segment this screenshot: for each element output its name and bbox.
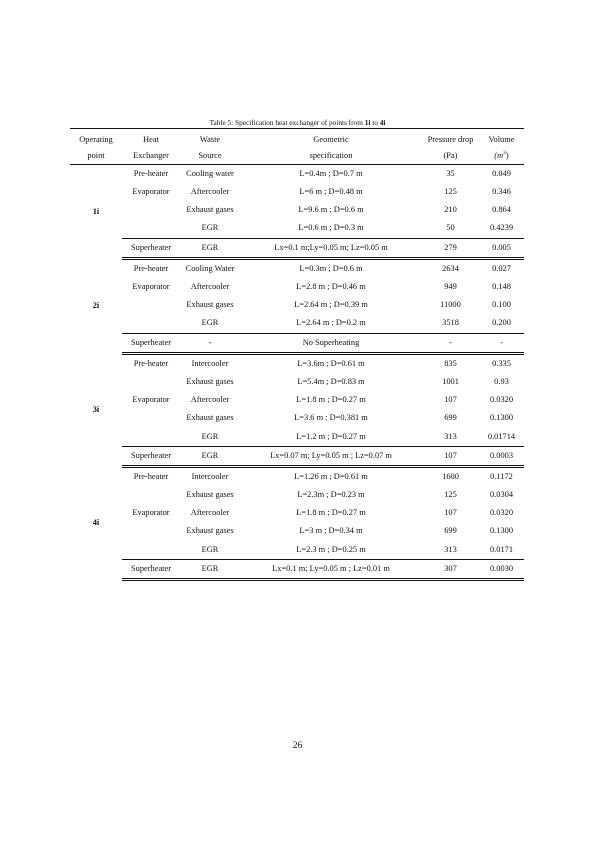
- header-cell: Exchanger: [122, 148, 180, 165]
- volume-unit-close: ): [505, 150, 509, 160]
- header-cell: Heat: [122, 129, 180, 149]
- geometric-spec-cell: L=1.2 m ; D=0.27 m: [296, 431, 366, 441]
- operating-point-cell: 4i: [92, 517, 100, 527]
- operating-point-cell: 1i: [92, 206, 100, 216]
- volume-cell: 0.049: [492, 168, 511, 178]
- heat-exchanger-cell: Superheater: [122, 238, 180, 258]
- waste-source-cell: EGR: [180, 446, 240, 466]
- geometric-spec-cell: L=2.64 m ; D=0.2 m: [296, 318, 366, 328]
- volume-cell: 0.1300: [489, 526, 514, 536]
- waste-source-cell: Exhaust gases: [186, 526, 234, 536]
- pressure-drop-cell: 3518: [442, 318, 459, 328]
- waste-source-cell: Exhaust gases: [186, 376, 234, 386]
- geometric-spec-cell: L=2.64 m ; D=0.39 m: [294, 300, 368, 310]
- header-row-1: [70, 129, 524, 149]
- volume-cell: 0.1300: [489, 413, 514, 423]
- heat-exchanger-cell: [122, 541, 180, 560]
- volume-cell: -: [479, 333, 524, 353]
- waste-source-cell: Cooling water: [186, 168, 234, 178]
- heat-exchanger-cell: [122, 201, 180, 219]
- geometric-spec-cell: L=3.6 m ; D=0.381 m: [294, 413, 368, 423]
- table-row: [70, 238, 524, 258]
- caption-prefix: Table 5: Specification heat exchanger of points from: [209, 118, 365, 127]
- heat-exchanger-cell: Evaporator: [132, 282, 170, 292]
- pressure-drop-cell: -: [422, 333, 479, 353]
- waste-source-cell: EGR: [180, 559, 240, 579]
- table-body: [70, 165, 524, 580]
- volume-cell: 0.01714: [487, 431, 516, 441]
- geometric-spec-cell: L=0.3m ; D=0.6 m: [299, 263, 363, 273]
- geometric-spec-cell: No Superheating: [240, 333, 422, 353]
- heat-exchanger-cell: Pre-heater: [133, 471, 169, 481]
- pressure-drop-cell: 11000: [440, 300, 461, 310]
- volume-cell: 0.335: [492, 358, 511, 368]
- heat-exchanger-cell: [122, 523, 180, 541]
- waste-source-cell: Aftercooler: [190, 395, 230, 405]
- table-row: [70, 523, 524, 541]
- geometric-spec-cell: L=9.6 m ; D=0.6 m: [298, 205, 364, 215]
- pressure-drop-cell: 125: [444, 490, 457, 500]
- pressure-drop-cell: 107: [422, 446, 479, 466]
- waste-source-cell: EGR: [201, 544, 219, 554]
- volume-cell: 0.148: [492, 282, 511, 292]
- table-row: [70, 220, 524, 239]
- table-row: [70, 165, 524, 184]
- geometric-spec-cell: L=5.4m ; D=0.83 m: [297, 376, 365, 386]
- heat-exchanger-cell: Superheater: [122, 333, 180, 353]
- geometric-spec-cell: L=1.26 m ; D=0.61 m: [294, 471, 368, 481]
- table-row: [70, 373, 524, 391]
- table-row: [70, 486, 524, 504]
- table-row: [70, 504, 524, 522]
- operating-point-cell: 3i: [92, 404, 100, 414]
- pressure-drop-cell: 125: [444, 187, 457, 197]
- table-row: [70, 409, 524, 427]
- heat-exchanger-cell: Pre-heater: [133, 168, 169, 178]
- waste-source-cell: Intercooler: [191, 471, 229, 481]
- table-row: [70, 258, 524, 278]
- pressure-drop-cell: 50: [446, 223, 455, 233]
- header-cell: Source: [180, 148, 240, 165]
- pressure-drop-cell: 1001: [442, 376, 459, 386]
- geometric-spec-cell: L=3 m ; D=0.34 m: [299, 526, 363, 536]
- geometric-spec-cell: Lx=0.1 m;Ly=0.05 m; Lz=0.05 m: [240, 238, 422, 258]
- table-row: [70, 446, 524, 466]
- waste-source-cell: Aftercooler: [190, 282, 230, 292]
- pressure-drop-cell: 699: [444, 526, 457, 536]
- waste-source-cell: Aftercooler: [190, 187, 230, 197]
- waste-source-cell: EGR: [201, 431, 219, 441]
- pressure-drop-cell: 210: [444, 205, 457, 215]
- heat-exchanger-cell: Evaporator: [132, 187, 170, 197]
- heat-exchanger-cell: [122, 220, 180, 239]
- volume-cell: 0.0030: [479, 559, 524, 579]
- volume-cell: 0.0320: [489, 508, 514, 518]
- waste-source-cell: Aftercooler: [190, 508, 230, 518]
- header-cell: (Pa): [422, 148, 479, 165]
- waste-source-cell: EGR: [201, 318, 219, 328]
- heat-exchanger-cell: Superheater: [122, 559, 180, 579]
- volume-cell: 0.0171: [489, 544, 514, 554]
- geometric-spec-cell: L=1.8 m ; D=0.27 m: [296, 395, 366, 405]
- operating-point-cell: 2i: [92, 300, 100, 310]
- geometric-spec-cell: L=0.6 m ; D=0.3 m: [298, 223, 364, 233]
- table-row: [70, 428, 524, 447]
- waste-source-cell: EGR: [180, 238, 240, 258]
- heat-exchanger-cell: Evaporator: [132, 508, 170, 518]
- table-row: [70, 467, 524, 487]
- heat-exchanger-cell: [122, 373, 180, 391]
- volume-cell: 0.864: [492, 205, 511, 215]
- pressure-drop-cell: 35: [446, 168, 455, 178]
- geometric-spec-cell: L=3.6m ; D=0.61 m: [297, 358, 365, 368]
- geometric-spec-cell: L=0.4m ; D=0.7 m: [299, 168, 363, 178]
- table-row: [70, 278, 524, 296]
- pressure-drop-cell: 1600: [442, 471, 459, 481]
- pressure-drop-cell: 107: [444, 395, 457, 405]
- geometric-spec-cell: Lx=0.1 m; Ly=0.05 m ; Lz=0.01 m: [240, 559, 422, 579]
- volume-unit: (m: [494, 150, 504, 160]
- heat-exchanger-cell: [122, 315, 180, 334]
- volume-cell: 0.027: [492, 263, 511, 273]
- waste-source-cell: Cooling Water: [185, 263, 235, 273]
- table-row: [70, 296, 524, 314]
- geometric-spec-cell: L=1.8 m ; D=0.27 m: [296, 508, 366, 518]
- heat-exchanger-cell: [122, 409, 180, 427]
- heat-exchanger-cell: Pre-heater: [133, 358, 169, 368]
- caption-middle: to: [370, 118, 380, 127]
- waste-source-cell: Exhaust gases: [186, 205, 234, 215]
- table-row: [70, 391, 524, 409]
- table-row: [70, 541, 524, 560]
- page-number: 26: [292, 740, 303, 751]
- waste-source-cell: EGR: [201, 223, 219, 233]
- table-row: [70, 333, 524, 353]
- pressure-drop-cell: 107: [444, 508, 457, 518]
- waste-source-cell: Exhaust gases: [186, 300, 234, 310]
- caption-from: 1i: [364, 118, 371, 127]
- volume-cell: 0.100: [492, 300, 511, 310]
- table-row: [70, 315, 524, 334]
- table-caption: [0, 118, 595, 127]
- volume-cell: 0.0320: [489, 395, 514, 405]
- heat-exchanger-cell: Superheater: [122, 446, 180, 466]
- volume-unit-exponent: 3: [503, 150, 506, 156]
- pressure-drop-cell: 2634: [442, 263, 459, 273]
- pressure-drop-cell: 307: [422, 559, 479, 579]
- heat-exchanger-cell: [122, 296, 180, 314]
- volume-cell: 0.200: [492, 318, 511, 328]
- pressure-drop-cell: 699: [444, 413, 457, 423]
- pressure-drop-cell: 313: [444, 431, 457, 441]
- header-cell: specification: [240, 148, 422, 165]
- waste-source-cell: -: [180, 333, 240, 353]
- geometric-spec-cell: L=6 m ; D=0.48 m: [299, 187, 363, 197]
- volume-cell: 0.346: [492, 187, 511, 197]
- heat-exchanger-cell: Pre-heater: [133, 263, 169, 273]
- geometric-spec-cell: L=2.3m ; D=0.23 m: [297, 490, 365, 500]
- volume-cell: 0.4239: [489, 223, 514, 233]
- header-cell: Operating: [70, 129, 122, 149]
- pressure-drop-cell: 279: [422, 238, 479, 258]
- volume-cell: 0.93: [494, 376, 509, 386]
- waste-source-cell: Exhaust gases: [186, 413, 234, 423]
- table-row: [70, 353, 524, 373]
- table-row: [70, 183, 524, 201]
- caption-to: 4i: [379, 118, 386, 127]
- header-cell: Pressure drop: [422, 129, 479, 149]
- header-cell: Waste: [180, 129, 240, 149]
- pressure-drop-cell: 835: [444, 358, 457, 368]
- geometric-spec-cell: Lx=0.07 m; Ly=0.05 m ; Lz=0.07 m: [240, 446, 422, 466]
- pressure-drop-cell: 313: [444, 544, 457, 554]
- heat-exchanger-spec-table: [70, 128, 524, 581]
- heat-exchanger-cell: [122, 486, 180, 504]
- heat-exchanger-cell: Evaporator: [132, 395, 170, 405]
- pressure-drop-cell: 949: [444, 282, 457, 292]
- header-cell: Volume: [479, 129, 524, 149]
- volume-cell: 0.1172: [490, 471, 513, 481]
- table-row: [70, 559, 524, 579]
- table-row: [70, 201, 524, 219]
- header-cell: point: [70, 148, 122, 165]
- geometric-spec-cell: L=2.3 m ; D=0.25 m: [296, 544, 366, 554]
- header-cell-volume-unit: [479, 148, 524, 165]
- volume-cell: 0.0304: [489, 490, 514, 500]
- volume-cell: 0.0003: [479, 446, 524, 466]
- waste-source-cell: Exhaust gases: [186, 490, 234, 500]
- waste-source-cell: Intercooler: [191, 358, 229, 368]
- geometric-spec-cell: L=2.8 m ; D=0.46 m: [296, 282, 366, 292]
- volume-cell: 0.005: [479, 238, 524, 258]
- header-cell: Geometric: [240, 129, 422, 149]
- header-row-2: [70, 148, 524, 165]
- heat-exchanger-cell: [122, 428, 180, 447]
